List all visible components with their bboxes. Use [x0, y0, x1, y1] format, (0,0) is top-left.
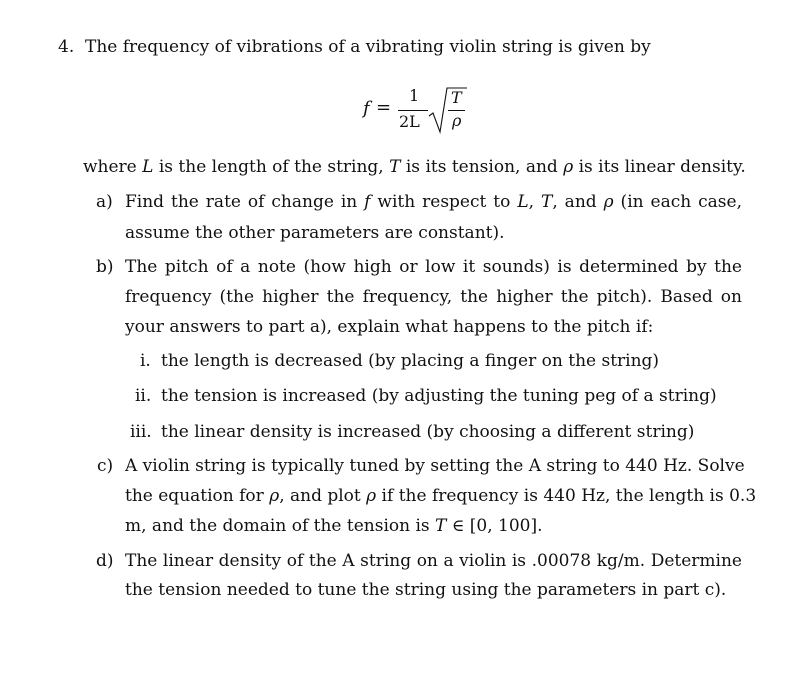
- sqrt-denominator: ρ: [452, 111, 462, 130]
- part-d-line-2: the tension needed to tune the string using the parameters in part c).: [125, 580, 727, 600]
- part-a-line-2: assume the other parameters are constant).: [125, 223, 505, 243]
- part-c-line-1: A violin string is typically tuned by setting the A string to 440 Hz. Solve: [125, 456, 745, 476]
- part-b-item-iii-label: iii.: [130, 422, 152, 442]
- part-b-item-i-label: i.: [140, 351, 151, 371]
- problem-number: 4.: [58, 37, 75, 57]
- problem-intro: The frequency of vibrations of a vibrating violin string is given by: [85, 37, 651, 57]
- fraction-denominator: 2L: [399, 112, 420, 131]
- fraction-bar: [398, 110, 428, 111]
- frequency-formula: [363, 86, 473, 136]
- part-c-label: c): [97, 456, 114, 476]
- formula-lhs: f: [363, 98, 370, 119]
- fraction-numerator: 1: [409, 86, 420, 105]
- part-c-line-2: the equation for ρ, and plot ρ if the frequency is 440 Hz, the length is 0.3: [125, 486, 757, 506]
- part-d-line-1: The linear density of the A string on a violin is .00078 kg/m. Determine: [125, 551, 742, 571]
- part-b-line-3: your answers to part a), explain what happens to the pitch if:: [125, 317, 654, 337]
- part-b-item-ii-text: the tension is increased (by adjusting the tuning peg of a string): [161, 386, 717, 406]
- part-c-line-3: m, and the domain of the tension is T ∈ [0, 100].: [125, 516, 543, 536]
- part-a-label: a): [96, 192, 113, 212]
- definitions-line: where L is the length of the string, T is its tension, and ρ is its linear density.: [83, 157, 746, 177]
- part-b-line-2: frequency (the higher the frequency, the higher the pitch). Based on: [125, 287, 742, 307]
- part-a-line-1: Find the rate of change in f with respect to L, T, and ρ (in each case,: [125, 192, 742, 212]
- sqrt-numerator: T: [451, 88, 462, 107]
- part-b-line-1: The pitch of a note (how high or low it sounds) is determined by the: [125, 257, 742, 277]
- part-d-label: d): [96, 551, 114, 571]
- formula-equals: =: [376, 97, 392, 118]
- part-b-label: b): [96, 257, 114, 277]
- part-b-item-iii-text: the linear density is increased (by choosing a different string): [161, 422, 695, 442]
- part-b-item-ii-label: ii.: [135, 386, 152, 406]
- part-b-item-i-text: the length is decreased (by placing a finger on the string): [161, 351, 660, 371]
